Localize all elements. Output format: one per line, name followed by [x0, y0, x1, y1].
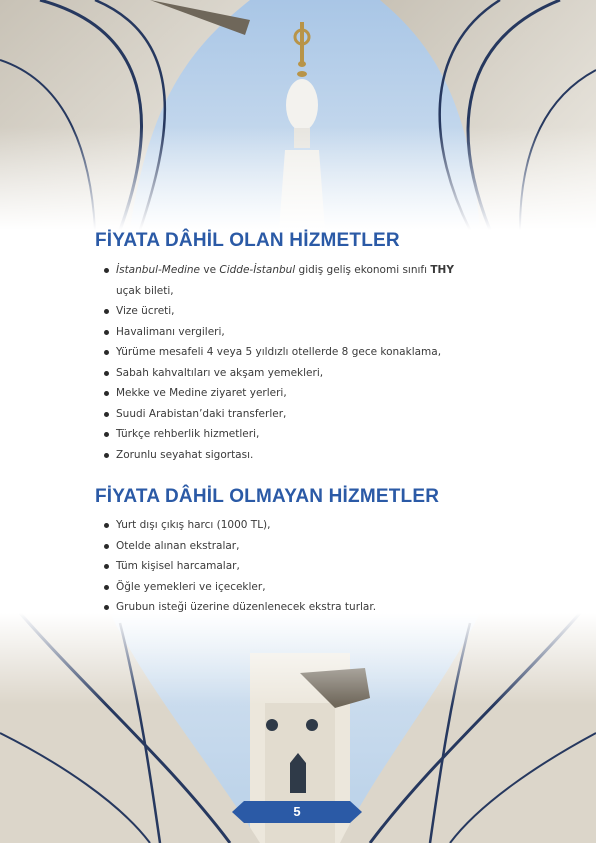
list-item	[104, 260, 454, 301]
list-item: Mekke ve Medine ziyaret yerleri,	[104, 383, 454, 404]
included-services-list	[104, 260, 454, 465]
list-item: Sabah kahvaltıları ve akşam yemekleri,	[104, 363, 454, 384]
list-item: Yürüme mesafeli 4 veya 5 yıldızlı otellerde 8 gece konaklama,	[104, 342, 454, 363]
item-text-continuation: uçak bileti,	[116, 284, 174, 297]
list-item: Grubun isteği üzerine düzenlenecek ekstra turlar.	[104, 597, 376, 618]
page-number: 5	[293, 804, 301, 819]
excluded-services-list	[104, 515, 376, 618]
list-item: Havalimanı vergileri,	[104, 322, 454, 343]
list-item: Vize ücreti,	[104, 301, 454, 322]
list-item: Otelde alınan ekstralar,	[104, 536, 376, 557]
list-item: Zorunlu seyahat sigortası.	[104, 445, 454, 466]
route-text: İstanbul-Medine	[116, 264, 201, 276]
list-item: Öğle yemekleri ve içecekler,	[104, 577, 376, 598]
connector-text: ve	[200, 264, 220, 276]
airline-text: THY	[430, 264, 454, 276]
included-services-title: FİYATA DÂHİL OLAN HİZMETLER	[95, 230, 400, 251]
list-item: Türkçe rehberlik hizmetleri,	[104, 424, 454, 445]
list-item: Tüm kişisel harcamalar,	[104, 556, 376, 577]
route-text: Cidde-İstanbul	[219, 264, 296, 276]
list-item: Yurt dışı çıkış harcı (1000 TL),	[104, 515, 376, 536]
list-item: Suudi Arabistan’daki transferler,	[104, 404, 454, 425]
excluded-services-title: FİYATA DÂHİL OLMAYAN HİZMETLER	[95, 486, 440, 507]
item-text: gidiş geliş ekonomi sınıfı	[295, 264, 431, 276]
